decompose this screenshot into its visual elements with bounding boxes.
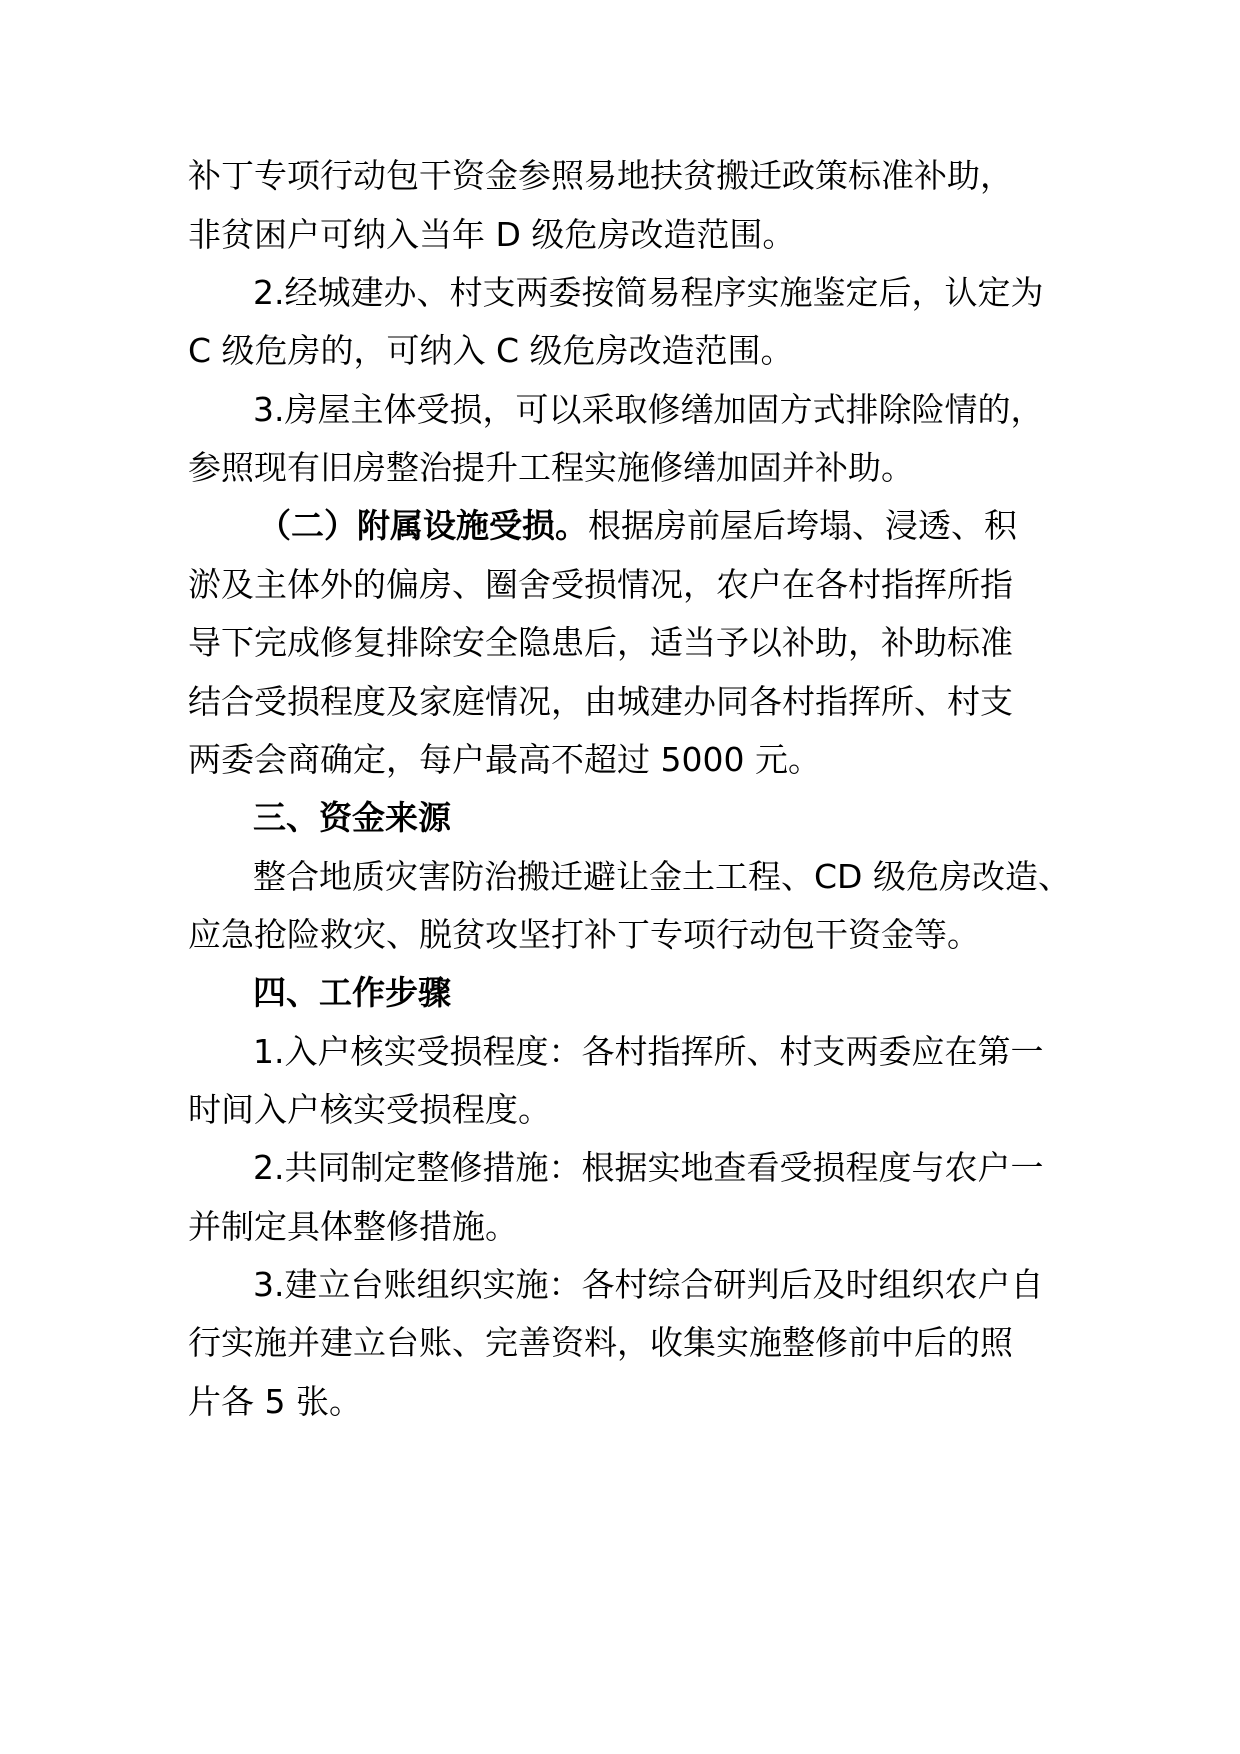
body-line: 整合地质灾害防治搬迁避让金土工程、CD 级危房改造、 [253,857,1071,896]
section-heading: 四、工作步骤 [253,973,451,1012]
body-line: 行实施并建立台账、完善资料，收集实施整修前中后的照 [188,1323,1013,1362]
body-line: 导下完成修复排除安全隐患后，适当予以补助，补助标准 [188,623,1013,662]
section-heading: 三、资金来源 [253,798,451,837]
body-line: 3.建立台账组织实施：各村综合研判后及时组织农户自 [253,1265,1044,1304]
body-line: 应急抢险救灾、脱贫攻坚打补丁专项行动包干资金等。 [188,915,980,954]
body-line: 淤及主体外的偏房、圈舍受损情况，农户在各村指挥所指 [188,565,1013,604]
body-line: 补丁专项行动包干资金参照易地扶贫搬迁政策标准补助， [188,156,1013,195]
body-line: 2.共同制定整修措施：根据实地查看受损程度与农户一 [253,1148,1044,1187]
body-line: 1.入户核实受损程度：各村指挥所、村支两委应在第一 [253,1032,1044,1071]
body-line: 结合受损程度及家庭情况，由城建办同各村指挥所、村支 [188,682,1013,721]
body-line: 2.经城建办、村支两委按简易程序实施鉴定后，认定为 [253,273,1044,312]
subsection-heading: （二）附属设施受损。 [258,506,588,545]
body-line: 片各 5 张。 [188,1382,362,1421]
body-line: 参照现有旧房整治提升工程实施修缮加固并补助。 [188,448,914,487]
body-line: 两委会商确定，每户最高不超过 5000 元。 [188,740,821,779]
body-line: C 级危房的，可纳入 C 级危房改造范围。 [188,331,794,370]
subsection-line [258,503,1017,549]
body-line: 时间入户核实受损程度。 [188,1090,551,1129]
body-line: 3.房屋主体受损，可以采取修缮加固方式排除险情的， [253,390,1044,429]
subsection-text: 根据房前屋后垮塌、浸透、积 [588,506,1017,545]
body-line: 非贫困户可纳入当年 D 级危房改造范围。 [188,215,796,254]
body-line: 并制定具体整修措施。 [188,1207,518,1246]
